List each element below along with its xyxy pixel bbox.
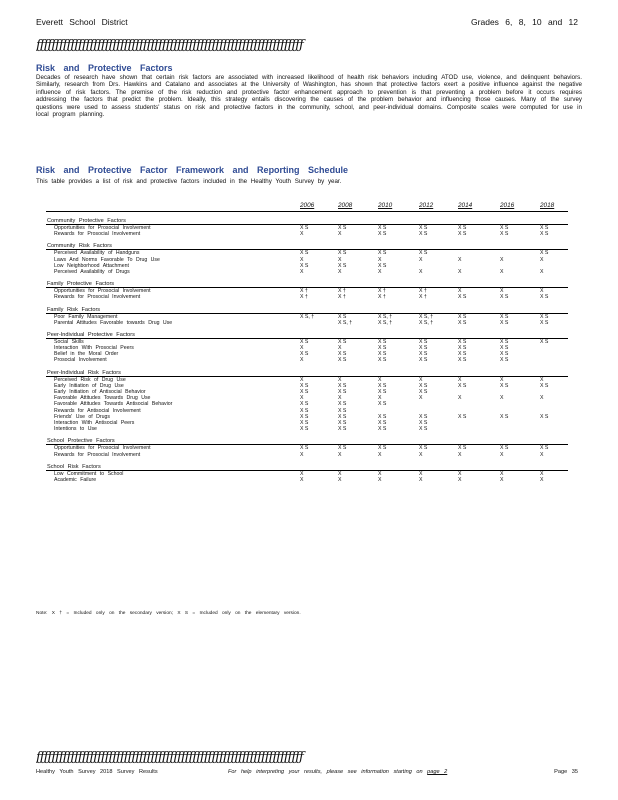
year-mark-cell: X S — [458, 413, 467, 420]
year-mark-cell: X S — [378, 445, 387, 452]
year-mark-cell: X — [300, 256, 304, 263]
section-title-framework: Risk and Protective Factor Framework and Reporting Schedule — [36, 165, 349, 175]
year-mark-cell: X S — [378, 338, 387, 345]
factor-label: Academic Failure — [54, 476, 97, 483]
factor-row — [46, 426, 568, 432]
year-mark-cell: X — [540, 470, 544, 477]
year-mark-cell: X — [300, 345, 304, 352]
year-mark-cell: X — [338, 470, 342, 477]
section-subtitle-framework: This table provides a list of risk and protective factors included in the Healthy Youth Survey by year. — [36, 178, 342, 185]
year-header-cell: 2014 — [458, 202, 473, 209]
factor-label: Interaction With Antisocial Peers — [54, 419, 135, 426]
year-mark-cell: X S — [419, 426, 428, 433]
year-mark-cell: X S — [500, 294, 509, 301]
year-header-row — [46, 200, 568, 212]
year-mark-cell: X S — [419, 413, 428, 420]
year-mark-cell: X S — [419, 419, 428, 426]
year-mark-cell: X — [338, 376, 342, 383]
year-mark-cell: X S — [500, 319, 509, 326]
year-mark-cell: X S — [300, 407, 309, 414]
year-mark-cell: X — [540, 256, 544, 263]
factor-group-title: Peer-Individual Protective Factors — [46, 332, 568, 339]
year-mark-cell: X S — [378, 426, 387, 433]
factor-label: Perceived Availability of Drugs — [54, 268, 130, 275]
year-mark-cell: X S — [419, 338, 428, 345]
year-mark-cell: X S — [378, 262, 387, 269]
factor-label: Opportunities for Prosocial Involvement — [54, 445, 151, 452]
year-mark-cell: X — [500, 476, 504, 483]
year-mark-cell: X S — [458, 313, 467, 320]
year-mark-cell: X — [338, 345, 342, 352]
year-mark-cell: X — [458, 476, 462, 483]
year-mark-cell: X S — [378, 250, 387, 257]
year-mark-cell: X — [419, 476, 423, 483]
year-mark-cell: X S — [458, 357, 467, 364]
year-mark-cell: X S — [378, 413, 387, 420]
year-mark-cell: X — [540, 395, 544, 402]
year-mark-cell: X — [540, 451, 544, 458]
year-mark-cell: X S — [419, 250, 428, 257]
year-mark-cell: X — [458, 451, 462, 458]
year-mark-cell: X — [540, 376, 544, 383]
factor-row — [46, 357, 568, 363]
year-mark-cell: X — [378, 256, 382, 263]
year-mark-cell: X S — [338, 407, 347, 414]
year-mark-cell: X — [300, 231, 304, 238]
year-mark-cell: X S — [540, 250, 549, 257]
year-mark-cell: X S — [500, 338, 509, 345]
factor-label: Favorable Attitudes Towards Antisocial Behavior — [54, 401, 173, 408]
year-header-cell: 2018 — [540, 202, 555, 209]
year-mark-cell: X S — [338, 262, 347, 269]
year-mark-cell: X S — [338, 389, 347, 395]
year-mark-cell: X S — [540, 231, 549, 238]
year-mark-cell: X S, † — [300, 313, 315, 320]
year-mark-cell: X — [500, 288, 504, 295]
year-mark-cell: X † — [419, 288, 427, 295]
year-mark-cell: X S — [300, 382, 309, 389]
factor-group-title: Family Protective Factors — [46, 281, 568, 288]
year-mark-cell: X S — [419, 231, 428, 238]
year-mark-cell: X † — [378, 288, 386, 295]
year-mark-cell: X S — [338, 413, 347, 420]
factor-group — [46, 464, 568, 483]
factor-label: Prosocial Involvement — [54, 357, 107, 364]
factor-label: Opportunities for Prosocial Involvement — [54, 288, 151, 295]
year-mark-cell: X — [540, 476, 544, 483]
year-mark-cell: X S — [300, 250, 309, 257]
year-mark-cell: X — [500, 268, 504, 275]
footer-survey-title: Healthy Youth Survey 2018 Survey Results — [36, 769, 158, 775]
year-mark-cell: X S — [500, 231, 509, 238]
year-mark-cell: X — [378, 470, 382, 477]
factor-group — [46, 332, 568, 364]
year-mark-cell: X — [458, 395, 462, 402]
year-mark-cell: X — [500, 451, 504, 458]
factor-label: Favorable Attitudes Towards Drug Use — [54, 395, 151, 402]
year-mark-cell: X — [300, 470, 304, 477]
factor-group-title: Family Risk Factors — [46, 307, 568, 314]
year-mark-cell: X S — [500, 345, 509, 352]
factor-label: Friends' Use of Drugs — [54, 413, 111, 420]
factor-label: Poor Family Management — [54, 313, 118, 320]
year-mark-cell: X — [378, 268, 382, 275]
year-mark-cell: X S — [378, 345, 387, 352]
year-mark-cell: X S — [300, 401, 309, 408]
year-mark-cell: X S — [419, 345, 428, 352]
year-mark-cell: X S — [540, 225, 549, 231]
year-mark-cell: X S — [300, 338, 309, 345]
factor-group — [46, 281, 568, 300]
year-mark-cell: X — [540, 288, 544, 295]
year-mark-cell: X — [378, 451, 382, 458]
year-mark-cell: X S — [378, 382, 387, 389]
year-mark-cell: X † — [419, 294, 427, 301]
year-mark-cell: X † — [300, 288, 308, 295]
factor-table — [46, 200, 568, 483]
year-mark-cell: X S — [338, 250, 347, 257]
year-mark-cell: X S — [300, 225, 309, 231]
year-mark-cell: X S — [500, 351, 509, 358]
year-mark-cell: X S — [300, 413, 309, 420]
year-mark-cell: X S — [458, 294, 467, 301]
year-mark-cell: X — [458, 268, 462, 275]
year-mark-cell: X S — [378, 419, 387, 426]
factor-label: Rewards for Prosocial Involvement — [54, 231, 141, 238]
factor-row — [46, 320, 568, 326]
factor-label: Early Initiation of Antisocial Behavior — [54, 389, 146, 395]
footer-help-text — [228, 769, 447, 775]
factor-row — [46, 269, 568, 275]
factor-row — [46, 294, 568, 300]
year-mark-cell: X S — [540, 413, 549, 420]
year-mark-cell: X S — [540, 382, 549, 389]
year-mark-cell: X S — [378, 389, 387, 395]
factor-group — [46, 307, 568, 326]
year-mark-cell: X S — [419, 351, 428, 358]
year-mark-cell: X — [458, 288, 462, 295]
year-mark-cell: X † — [378, 294, 386, 301]
factor-row — [46, 231, 568, 237]
year-mark-cell: X S — [300, 445, 309, 452]
factor-label: Rewards for Antisocial Involvement — [54, 407, 141, 414]
year-header-cell: 2006 — [300, 202, 315, 209]
year-mark-cell: X — [419, 376, 423, 383]
year-mark-cell: X S — [458, 382, 467, 389]
footer-page-link[interactable]: page 2 — [427, 769, 448, 775]
year-mark-cell: X S, † — [419, 313, 434, 320]
factor-group-title: Community Risk Factors — [46, 243, 568, 250]
factor-row — [46, 477, 568, 483]
year-mark-cell: X S, † — [378, 313, 393, 320]
year-mark-cell: X S — [338, 225, 347, 231]
factor-group — [46, 438, 568, 457]
factor-groups — [46, 218, 568, 483]
year-mark-cell: X S — [458, 225, 467, 231]
factor-label: Social Skills — [54, 338, 84, 345]
year-mark-cell: X S, † — [338, 319, 353, 326]
year-mark-cell: X — [458, 470, 462, 477]
factor-label: Early Initiation of Drug Use — [54, 382, 124, 389]
year-mark-cell: X — [500, 470, 504, 477]
year-mark-cell: X S — [458, 351, 467, 358]
year-mark-cell: X S — [378, 351, 387, 358]
factor-row — [46, 452, 568, 458]
year-mark-cell: X — [500, 256, 504, 263]
year-mark-cell: X — [338, 256, 342, 263]
year-mark-cell: X — [300, 451, 304, 458]
section-body-risk-protective: Decades of research have shown that certain risk factors are associated with increased likelihood of health risk behaviors including ATOD use, violence, and delinquent behaviors. Similarly, research from Drs. Hawkins and Catalano and associates at the University of Washington, has shown that protective factors exert a positive influence against the negative influence of risk factors. The premise of the risk reduction and protective factor enhancement approach to prevention is that preventing a problem before it occurs requires addressing the factors that predict the problem. Ideally, this strategy entails discovering the causes of the problem behavior and influencing those causes. Many of the survey questions were used to assess students' status on risk and protective factors in the community, school, and peer-individual domains. Composite scales were computed for use in local program planning. — [36, 74, 582, 119]
grades-label: Grades 6, 8, 10 and 12 — [471, 17, 578, 27]
year-mark-cell: X — [500, 376, 504, 383]
page-header — [36, 17, 578, 29]
year-mark-cell: X S — [458, 345, 467, 352]
year-mark-cell: X — [419, 268, 423, 275]
year-mark-cell: X — [300, 376, 304, 383]
year-mark-cell: X S — [540, 319, 549, 326]
factor-label: Laws And Norms Favorable To Drug Use — [54, 256, 160, 263]
decorative-rule-top: ƒƒƒƒƒƒƒƒƒƒƒƒƒƒƒƒƒƒƒƒƒƒƒƒƒƒƒƒƒƒƒƒƒƒƒƒƒƒƒƒƒƒƒƒƒƒƒƒƒƒƒƒƒƒƒƒƒƒƒƒƒƒƒƒƒƒƒƒƒƒ — [36, 38, 303, 52]
year-mark-cell: X — [338, 395, 342, 402]
year-mark-cell: X S — [378, 231, 387, 238]
year-mark-cell: X S — [300, 426, 309, 433]
year-header-cell: 2008 — [338, 202, 353, 209]
decorative-rule-bottom: ƒƒƒƒƒƒƒƒƒƒƒƒƒƒƒƒƒƒƒƒƒƒƒƒƒƒƒƒƒƒƒƒƒƒƒƒƒƒƒƒƒƒƒƒƒƒƒƒƒƒƒƒƒƒƒƒƒƒƒƒƒƒƒƒƒƒƒƒƒƒ — [36, 750, 303, 764]
factor-group — [46, 243, 568, 275]
year-mark-cell: X S — [540, 338, 549, 345]
year-mark-cell: X S — [500, 445, 509, 452]
year-mark-cell: X S — [458, 338, 467, 345]
year-mark-cell: X — [500, 395, 504, 402]
factor-group — [46, 218, 568, 237]
year-mark-cell: X — [338, 476, 342, 483]
year-mark-cell: X S — [300, 262, 309, 269]
year-mark-cell: X — [419, 256, 423, 263]
year-mark-cell: X — [419, 451, 423, 458]
year-mark-cell: X S, † — [419, 319, 434, 326]
factor-label: Opportunities for Prosocial Involvement — [54, 225, 151, 231]
factor-label: Belief in the Moral Order — [54, 351, 119, 358]
year-mark-cell: X S — [338, 382, 347, 389]
factor-label: Interaction With Prosocial Peers — [54, 345, 134, 352]
footer-page-number: Page 35 — [554, 769, 578, 775]
year-mark-cell: X — [378, 376, 382, 383]
year-mark-cell: X S — [500, 225, 509, 231]
district-name: Everett School District — [36, 17, 128, 27]
year-mark-cell: X — [300, 395, 304, 402]
year-mark-cell: X — [458, 256, 462, 263]
factor-label: Perceived Risk of Drug Use — [54, 376, 126, 383]
year-mark-cell: X S — [540, 313, 549, 320]
year-mark-cell: X † — [338, 294, 346, 301]
year-mark-cell: X — [540, 268, 544, 275]
year-mark-cell: X S — [338, 419, 347, 426]
year-header-cell: 2016 — [500, 202, 515, 209]
year-mark-cell: X S — [500, 413, 509, 420]
factor-label: Parental Attitudes Favorable towards Drug Use — [54, 319, 173, 326]
factor-group-title: Community Protective Factors — [46, 218, 568, 225]
year-header-cell: 2010 — [378, 202, 393, 209]
factor-label: Low Neighborhood Attachment — [54, 262, 129, 269]
year-mark-cell: X S — [419, 445, 428, 452]
factor-group-title: School Risk Factors — [46, 464, 568, 471]
year-mark-cell: X S — [500, 313, 509, 320]
year-mark-cell: X — [338, 451, 342, 458]
footer-help-prefix: For help interpreting your results, please see information starting on — [228, 769, 428, 775]
year-mark-cell: X — [458, 376, 462, 383]
year-mark-cell: X S — [458, 319, 467, 326]
year-mark-cell: X S — [338, 351, 347, 358]
year-mark-cell: X S — [419, 357, 428, 364]
year-mark-cell: X — [338, 231, 342, 238]
year-mark-cell: X S — [338, 445, 347, 452]
year-mark-cell: X S — [300, 389, 309, 395]
factor-group — [46, 370, 568, 433]
year-mark-cell: X S — [540, 294, 549, 301]
year-mark-cell: X S — [378, 357, 387, 364]
year-mark-cell: X S — [458, 445, 467, 452]
year-mark-cell: X S — [419, 389, 428, 395]
factor-label: Rewards for Prosocial Involvement — [54, 294, 141, 301]
year-mark-cell: X — [300, 268, 304, 275]
table-note: Note: X † = Included only on the secondary version; X S = Included only on the elementary version. — [36, 611, 301, 616]
year-mark-cell: X S, † — [378, 319, 393, 326]
factor-label: Rewards for Prosocial Involvement — [54, 451, 141, 458]
year-mark-cell: X — [378, 395, 382, 402]
year-mark-cell: X S — [338, 313, 347, 320]
year-mark-cell: X S — [378, 401, 387, 408]
year-mark-cell: X S — [500, 357, 509, 364]
year-header-cell: 2012 — [419, 202, 434, 209]
year-mark-cell: X † — [338, 288, 346, 295]
year-mark-cell: X S — [458, 231, 467, 238]
factor-group-title: Peer-Individual Risk Factors — [46, 370, 568, 377]
year-mark-cell: X S — [338, 426, 347, 433]
year-mark-cell: X S — [338, 338, 347, 345]
year-mark-cell: X S — [500, 382, 509, 389]
year-mark-cell: X — [300, 476, 304, 483]
year-mark-cell: X — [419, 470, 423, 477]
page-footer — [36, 769, 578, 779]
factor-group-title: School Protective Factors — [46, 438, 568, 445]
year-mark-cell: X S — [338, 401, 347, 408]
year-mark-cell: X S — [419, 382, 428, 389]
year-mark-cell: X S — [540, 445, 549, 452]
year-mark-cell: X — [300, 357, 304, 364]
year-mark-cell: X — [378, 476, 382, 483]
year-mark-cell: X S — [378, 225, 387, 231]
year-mark-cell: X S — [300, 419, 309, 426]
factor-label: Perceived Availability of Handguns — [54, 250, 140, 257]
factor-label: Low Commitment to School — [54, 470, 124, 477]
year-mark-cell: X S — [338, 357, 347, 364]
year-mark-cell: X † — [300, 294, 308, 301]
section-title-risk-protective: Risk and Protective Factors — [36, 63, 173, 73]
year-mark-cell: X S — [419, 225, 428, 231]
year-mark-cell: X — [338, 268, 342, 275]
year-mark-cell: X — [419, 395, 423, 402]
year-mark-cell: X S — [300, 351, 309, 358]
factor-label: Intentions to Use — [54, 426, 97, 433]
